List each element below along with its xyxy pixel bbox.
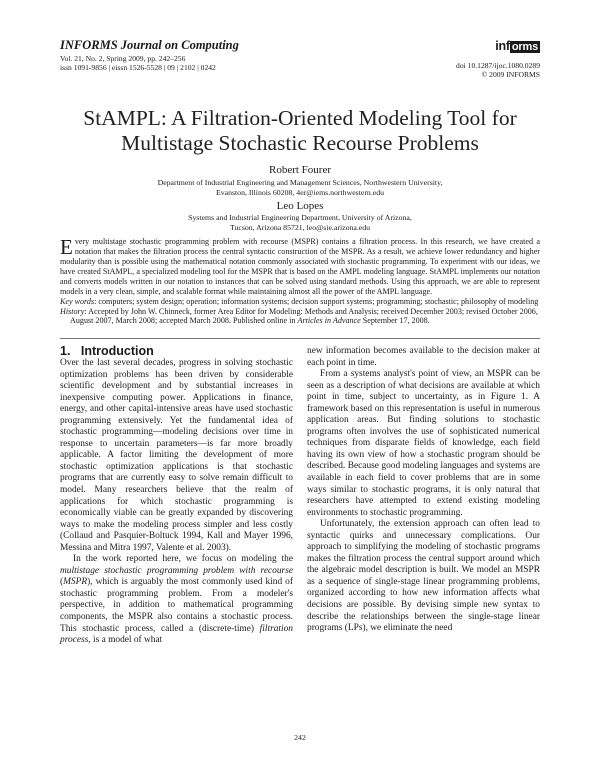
keywords-text: : computers; system design; operation; information systems; decision support systems; programming; stochastic; philosophy of modeling — [94, 297, 539, 306]
logo-box-text: orms — [511, 41, 538, 53]
affiliation-line: Evanston, Illinois 60208, 4er@iems.northwestern.edu — [215, 188, 385, 197]
paragraph — [60, 554, 293, 646]
doi: doi 10.1287/ijoc.1080.0289 — [456, 61, 540, 70]
copyright: © 2009 INFORMS — [481, 70, 540, 80]
doi-block — [456, 61, 540, 80]
advance-label: Articles in Advance — [297, 316, 361, 326]
text-run: , is a model of what — [88, 635, 163, 646]
emphasis: filtration process — [60, 623, 293, 646]
title-line-2: Multistage Stochastic Recourse Problems — [121, 131, 479, 155]
journal-name: INFORMS Journal on Computing — [60, 38, 239, 52]
section-title: Introduction — [80, 344, 154, 358]
informs-logo — [456, 37, 540, 53]
section-heading — [60, 344, 154, 358]
author-name: Leo Lopes — [276, 200, 324, 212]
affiliation-line: Tucson, Arizona 85721, leo@sie.arizona.edu — [229, 223, 371, 232]
paragraph: Over the last several decades, progress in solving stochastic optimization problems has been driven by considerable scientific development and by substantial increases in inexpensive computing power. Applications in finance, energy, and other capital-intensive areas have used stochastic programming extensively. Yet the fundamental idea of stochastic programming—modeling decisions over time in response to uncertain parameters—is far more broadly applicable. A factor limiting the development of more stochastic optimization applications is that stochastic programs that are currently easy to solve remain difficult to model. Many researchers believe that the realm of applications for which stochastic programming is economically viable can be greatly expanded by discovering ways to make the modeling process simpler and less costly (Collaud and Pasquier-Boltuck 1994, Kall and Mayer 1996, Messina and Mitra 1997, Valente et al. 2003). — [60, 358, 293, 553]
title-line-1: StAMPL: A Filtration-Oriented Modeling Tool for — [83, 106, 517, 130]
abstract — [60, 237, 540, 298]
advance-date: September 17, 2008. — [360, 316, 430, 326]
keywords — [60, 297, 540, 307]
paper-title — [50, 106, 550, 156]
issn-info: issn 1091-9856 | eissn 1526-5528 | 09 | 2102 | 0242 — [60, 63, 216, 73]
history — [60, 307, 540, 326]
keywords-history — [60, 297, 540, 326]
column-right — [307, 346, 540, 635]
column-left — [60, 358, 293, 647]
section-number: 1. — [60, 344, 71, 358]
journal-meta — [60, 54, 216, 73]
paragraph: From a systems analyst's point of view, an MSPR can be seen as a description of what decisions are available at which point in time, subject to uncertainty, as in Figure 1. A framework based on this representation is useful in numerous application areas. But finding solutions to stochastic programs often involves the use of sophisticated numerical techniques from disparate fields of knowledge, each field having its own view of how a stochastic program should be described. Because good modeling languages and systems are available in each field to cover problems that are in some ways similar to stochastic programs, it is only natural that researchers have attempted to extend existing modeling environments to stochastic programming. — [307, 369, 540, 518]
volume-info: Vol. 21, No. 2, Spring 2009, pp. 242–256 — [60, 54, 186, 63]
history-label: History — [60, 306, 85, 316]
affiliation-line: Systems and Industrial Engineering Department, University of Arizona, — [188, 213, 412, 222]
text-run: ), which is arguably the most commonly used kind of stochastic programming problem. From a modeler's perspective, in addition to mathematical programming components, the MSPR also contains a stochastic process. This stochastic process, called a (discrete-time) — [60, 577, 293, 634]
paragraph: new information becomes available to the decision maker at each point in time. — [307, 346, 540, 368]
text-run: ( — [60, 577, 64, 588]
keywords-label: Key words — [60, 297, 95, 306]
history-text: : Accepted by John W. Chinneck, former Area Editor for Modeling: Methods and Analysis; received December 2003; revised October 2006, August 2007, March 2008; accepted March 2008. Published online in — [70, 306, 538, 326]
section-divider — [60, 338, 540, 339]
author-affiliation — [0, 213, 600, 233]
author-affiliation — [0, 178, 600, 198]
author-name: Robert Fourer — [268, 164, 331, 176]
emphasis: multistage stochastic programming problem with recourse — [60, 565, 293, 576]
logo-text: inf — [495, 39, 510, 53]
page-number: 242 — [294, 733, 306, 742]
abstract-text: very multistage stochastic programming problem with recourse (MSPR) contains a filtration process. In this research, we have created a notation that makes the filtration process the central syntactic construction of the MSPR. As a result, we achieve lower redundancy and higher modularity than is possible using the mathematical notation commonly associated with stochastic programming. To experiment with our ideas, we have created StAMPL, a specialized modeling tool for the MSPR that is based on the AMPL modeling language. StAMPL implements our notation and converts models written in our notation to instances that can be solved using standard methods. Using this approach, we are able to represent models in a very clean, simple, and scalable format while maintaining almost all the power of the AMPL language. — [60, 237, 540, 297]
affiliation-line: Department of Industrial Engineering and Management Sciences, Northwestern University, — [157, 178, 443, 187]
emphasis: MSPR — [63, 577, 88, 588]
paragraph: Unfortunately, the extension approach can often lead to syntactic quirks and unnecessary complications. Our approach to simplifying the modeling of stochastic programs makes the filtration process the central support around which the algebraic model description is built. We model an MSPR as a sequence of single-stage linear programming problems, organized according to how new information affects what decisions are possible. By devising simple new syntax to describe the relationships between the single-stage linear programs (LPs), we eliminate the need — [307, 519, 540, 634]
abstract-dropcap: E — [60, 235, 73, 259]
text-run: In the work reported here, we focus on modeling the — [73, 554, 293, 565]
